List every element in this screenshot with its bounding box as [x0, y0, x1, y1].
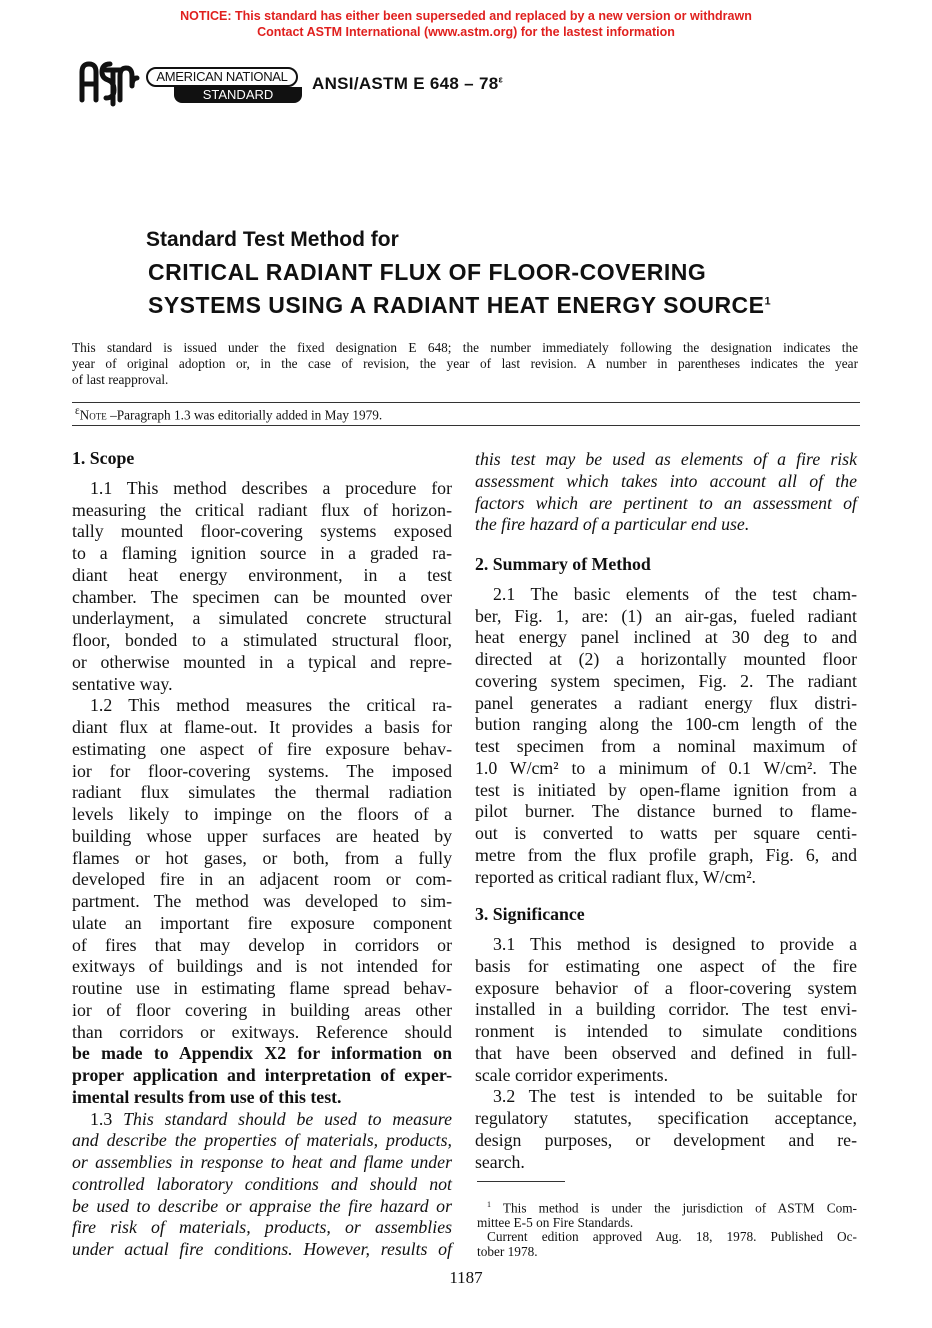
issue-note [72, 340, 858, 388]
left-column [72, 448, 452, 1261]
paragraph-line: tally mounted floor-covering systems exposed [72, 521, 452, 542]
paragraph-line: fire risk of materials, products, or assemblies [72, 1217, 452, 1238]
supersession-notice [0, 8, 932, 40]
paragraph-line: floor, bonded to a stimulated structural floor, [72, 630, 452, 650]
paragraph-line: design purposes, or development and re- [475, 1129, 857, 1150]
section-heading-significance: 3. Significance [475, 904, 585, 925]
editorial-note-text: –Paragraph 1.3 was editorially added in May 1979. [110, 407, 383, 423]
paragraph-line: developed fire in an adjacent room or com- [72, 869, 452, 890]
paragraph-line: panel generates a radiant energy flux distri- [475, 692, 857, 713]
paragraph-line: to a flaming ignition source in a graded ra- [72, 543, 452, 563]
paragraph-2-1 [475, 584, 857, 889]
paragraph-line: sentative way. [72, 673, 173, 694]
standard-designation [312, 74, 503, 94]
paragraph-line: installed in a building corridor. The test envi- [475, 999, 857, 1020]
issue-note-line-1: This standard is issued under the fixed designation E 648; the number immediately following the designation indicates the [72, 340, 858, 355]
american-national-standard-badge [146, 67, 304, 107]
paragraph-line: of fires that may develop in corridors or [72, 934, 452, 955]
paragraph-line: 3.1 This method is designed to provide a [493, 934, 857, 954]
paragraph-line: and describe the properties of materials, products, [72, 1130, 452, 1151]
paragraph-number: 1.3 [90, 1108, 113, 1129]
footnote-line-text: This method is under the jurisdiction of ASTM Com- [502, 1200, 857, 1216]
page-number: 1187 [449, 1268, 483, 1287]
ansi-badge-top: AMERICAN NATIONAL [146, 67, 298, 87]
spacer [72, 470, 452, 478]
paragraph-line: underlayment, a simulated concrete structural [72, 608, 452, 629]
paragraph-line: diant heat energy environment, in a test [72, 564, 452, 585]
paragraph-1-2 [72, 695, 452, 1108]
footnote-line: Current edition approved Aug. 18, 1978. Published Oc- [487, 1229, 857, 1245]
paragraph-line: heat energy panel inclined at 30 deg to and [475, 627, 857, 648]
footnote-line: mittee E-5 on Fire Standards. [477, 1214, 634, 1230]
section-heading-summary: 2. Summary of Method [475, 554, 651, 574]
paragraph-line: levels likely to impinge on the floors of a [72, 804, 452, 824]
issue-note-line-2: year of original adoption or, in the case of revision, the year of last revision. A number in parentheses indicates the year [72, 356, 858, 371]
spacer [475, 888, 857, 904]
paragraph-line: under actual fire conditions. However, results of [72, 1239, 452, 1259]
footnote-divider [477, 1181, 565, 1182]
paragraph-line: ber, Fig. 1, are: (1) an air-gas, fueled radiant [475, 605, 857, 626]
paragraph-line: ior for floor-covering systems. The imposed [72, 760, 452, 781]
title-lead: Standard Test Method for [146, 228, 399, 251]
paragraph-1-3-continued [475, 449, 857, 536]
paragraph-line: building whose upper surfaces are heated by [72, 825, 452, 846]
footnotes [477, 1198, 857, 1259]
paragraph-line: ulate an important fire exposure component [72, 912, 452, 933]
paragraph-line: test is initiated by open-flame ignition from a [475, 779, 857, 800]
paragraph-line: exitways of buildings and is not intended for [72, 956, 452, 977]
paragraph-line: directed at (2) a horizontally mounted floor [475, 649, 857, 669]
title-line-2 [148, 292, 771, 319]
footnote-mark: 1 [487, 1200, 491, 1209]
paragraph-line: 1.1 This method describes a procedure for [90, 477, 452, 498]
paragraph-line: or otherwise mounted in a typical and repre- [72, 651, 452, 672]
paragraph-line: estimating one aspect of fire exposure behav- [72, 738, 452, 759]
title-line-1: CRITICAL RADIANT FLUX OF FLOOR-COVERING [148, 259, 707, 285]
footnote-line [477, 1198, 857, 1216]
paragraph-line: ronment is intended to simulate conditions [475, 1021, 857, 1041]
paragraph-1-3 [72, 1109, 452, 1261]
paragraph-line: imental results from use of this test. [72, 1086, 342, 1107]
title-line-2-text: SYSTEMS USING A RADIANT HEAT ENERGY SOURCE [148, 292, 765, 318]
notice-line-2: Contact ASTM International (www.astm.org) for the lastest information [257, 25, 675, 39]
divider-bottom [72, 425, 860, 426]
paragraph-line: or assemblies in response to heat and flame under [72, 1152, 452, 1172]
paragraph-3-1 [475, 934, 857, 1086]
paragraph-line: controlled laboratory conditions and should not [72, 1173, 452, 1194]
paragraph-line: basis for estimating one aspect of the fire [475, 955, 857, 976]
paragraph-line: search. [475, 1151, 525, 1172]
paragraph-1-1 [72, 478, 452, 696]
designation-epsilon: ε [498, 74, 504, 85]
paragraph-line: this test may be used as elements of a fire risk [475, 449, 857, 469]
editorial-note [75, 405, 382, 423]
editorial-note-mark: ε [75, 405, 80, 417]
paragraph-line: ior of floor covering in building areas other [72, 999, 452, 1020]
paragraph-line: proper application and interpretation of exper- [72, 1065, 452, 1085]
paragraph-line: out is converted to watts per square centi- [475, 823, 857, 843]
paragraph-line: than corridors or exitways. Reference should [72, 1021, 452, 1042]
paragraph-line-text: This standard should be used to measure [123, 1108, 452, 1129]
paragraph-line: 1.2 This method measures the critical ra- [90, 695, 452, 716]
paragraph-line: routine use in estimating flame spread behav- [72, 978, 452, 998]
paragraph-3-2 [475, 1086, 857, 1173]
paragraph-line: flames or hot gases, or both, from a fully [72, 847, 452, 868]
paragraph-line: covering system specimen, Fig. 2. The radiant [475, 670, 857, 691]
section-heading-scope: 1. Scope [72, 448, 135, 468]
paragraph-line: be made to Appendix X2 for information on [72, 1043, 452, 1064]
paragraph-line: scale corridor experiments. [475, 1064, 669, 1085]
paragraph-line [72, 1109, 452, 1131]
paragraph-line: be used to describe or appraise the fire hazard or [72, 1195, 452, 1216]
divider-top [72, 402, 860, 403]
spacer [475, 926, 857, 934]
paragraph-line: factors which are pertinent to an assessment of [475, 492, 857, 513]
paragraph-line: assessment which takes into account all of the [475, 470, 857, 491]
issue-note-line-3: of last reapproval. [72, 372, 169, 387]
paragraph-line: 1.0 W/cm² to a minimum of 0.1 W/cm². The [475, 757, 857, 778]
paragraph-line: the fire hazard of a particular end use. [475, 514, 750, 535]
paragraph-line: pilot burner. The distance burned to flame- [475, 801, 857, 822]
astm-logo-icon [76, 56, 140, 110]
right-column [475, 449, 857, 1173]
title-footnote-mark: 1 [764, 295, 772, 308]
designation-text: ANSI/ASTM E 648 – 78 [312, 74, 499, 93]
editorial-note-label: Note [79, 407, 107, 423]
footnote-line: tober 1978. [477, 1243, 538, 1259]
paragraph-line: diant flux at flame-out. It provides a basis for [72, 717, 452, 737]
paragraph-line: test specimen from a nominal maximum of [475, 736, 857, 756]
paragraph-line: measuring the critical radiant flux of horizon- [72, 499, 452, 520]
paragraph-line: bution ranging along the 100-cm length of the [475, 714, 857, 735]
paragraph-line: exposure behavior of a floor-covering system [475, 977, 857, 998]
paragraph-line: that have been observed and defined in full- [475, 1042, 857, 1063]
paragraph-line: chamber. The specimen can be mounted over [72, 586, 452, 607]
notice-line-1: NOTICE: This standard has either been superseded and replaced by a new version or withdrawn [180, 9, 752, 23]
paragraph-line: partment. The method was developed to sim- [72, 891, 452, 911]
paragraph-line: radiant flux simulates the thermal radiation [72, 782, 452, 803]
paragraph-line: 3.2 The test is intended to be suitable for [493, 1086, 857, 1107]
spacer [475, 576, 857, 584]
paragraph-line: metre from the flux profile graph, Fig. 6, and [475, 844, 857, 865]
paragraph-line: regulatory statutes, specification acceptance, [475, 1108, 857, 1128]
paragraph-line: 2.1 The basic elements of the test cham- [493, 583, 857, 604]
paragraph-line: reported as critical radiant flux, W/cm². [475, 866, 756, 887]
ansi-badge-bottom: STANDARD [174, 87, 302, 103]
spacer [475, 536, 857, 554]
